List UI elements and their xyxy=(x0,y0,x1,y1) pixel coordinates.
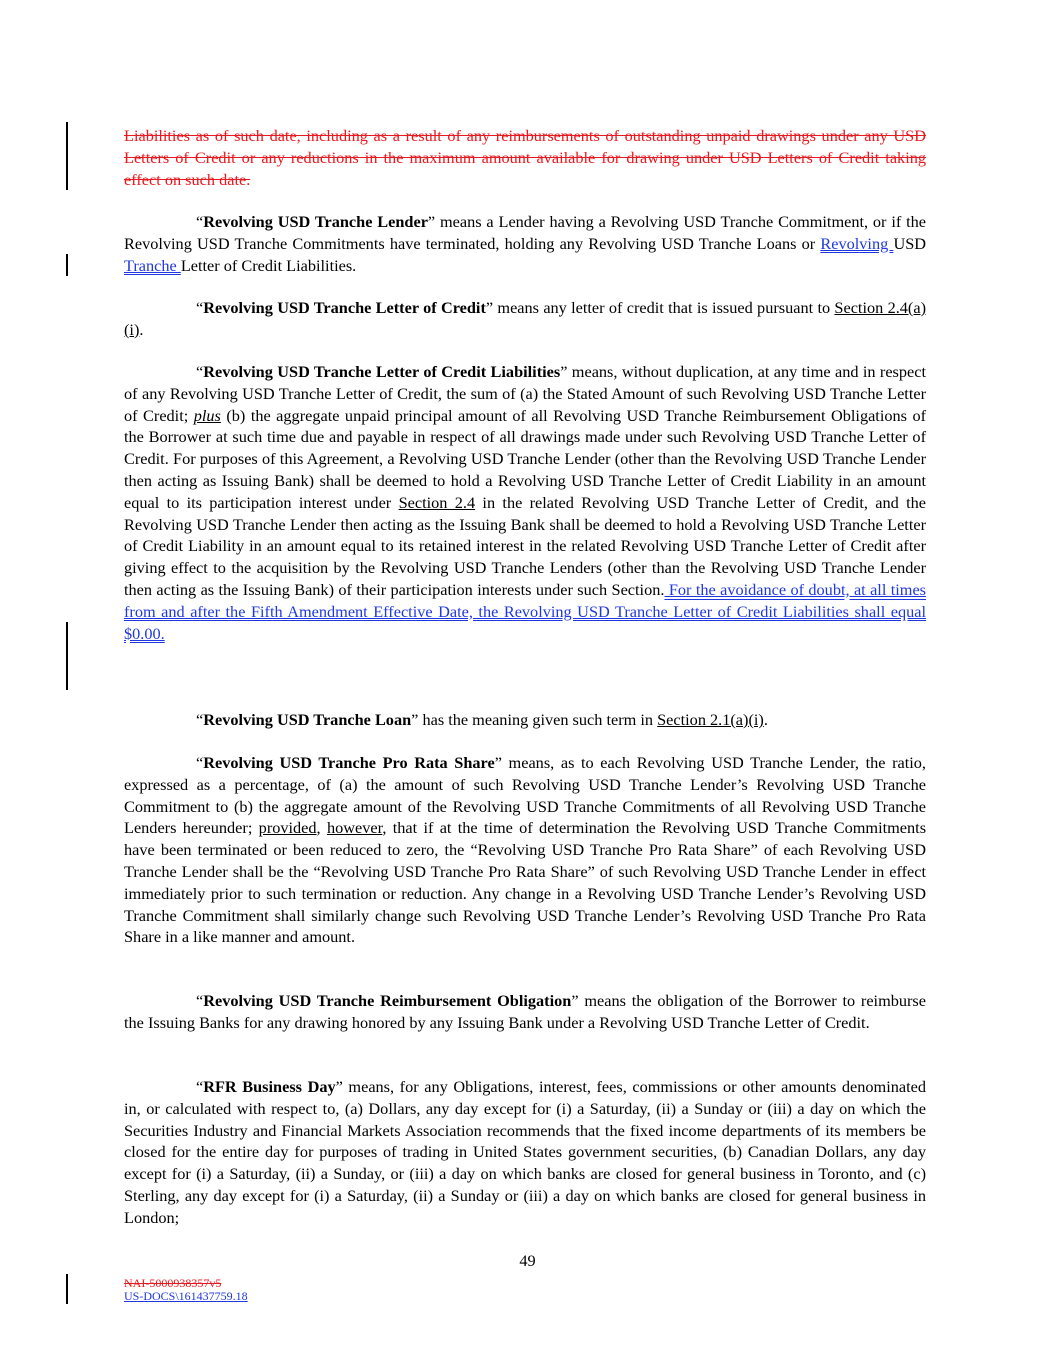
definition-revolving-usd-tranche-loan: “Revolving USD Tranche Loan” has the meaning given such term in Section 2.1(a)(i). xyxy=(196,710,768,729)
change-bar xyxy=(66,254,68,276)
deleted-paragraph xyxy=(124,125,926,190)
definition-rfr-business-day: “RFR Business Day” means, for any Obligations, interest, fees, commissions or other amounts denominated in, or calculated with respect to, (a) Dollars, any day except for (i) a Saturday, (ii) a Sunday or (iii) a day on which the Securities Industry and Financial Markets Association recommends that the fixed income departments of its members be closed for the entire day for purposes of trading in United States government securities, (b) Canadian Dollars, any day except for (i) a Saturday, (ii) a Sunday, or (iii) a day on which banks are closed for general business in Toronto, and (c) Sterling, any day except for (i) a Saturday, (ii) a Sunday or (iii) a day on which banks are closed for general business in London; xyxy=(124,1077,926,1227)
definition-revolving-usd-tranche-loc-liabilities: “Revolving USD Tranche Letter of Credit Liabilities” means, without duplication, at any time and in respect of any Revolving USD Tranche Letter of Credit, the sum of (a) the Stated Amount of such Revolving USD Tranche Letter of Credit; plus (b) the aggregate unpaid principal amount of all Revolving USD Tranche Reimbursement Obligations of the Borrower at such time due and payable in respect of all drawings made under such Revolving USD Tranche Letter of Credit. For purposes of this Agreement, a Revolving USD Tranche Lender (other than the Revolving USD Tranche Lender then acting as Issuing Bank) shall be deemed to hold a Revolving USD Tranche Letter of Credit Liability in an amount equal to its participation interest under Section 2.4 in the related Revolving USD Tranche Letter of Credit, and the Revolving USD Tranche Lender then acting as the Issuing Bank shall be deemed to hold a Revolving USD Tranche Letter of Credit Liability in an amount equal to its retained interest in the related Revolving USD Tranche Letter of Credit after giving effect to the acquisition by the Revolving USD Tranche Lenders (other than the Revolving USD Tranche Lender then acting as the Issuing Bank) of their participation interests under such Section. For the avoidance of doubt, at all times from and after the Fifth Amendment Effective Date, the Revolving USD Tranche Letter of Credit Liabilities shall equal $0.00. xyxy=(124,362,927,643)
section-reference: Section 2.4 xyxy=(398,492,476,512)
deleted-text: Liabilities as of such date, including as a result of any reimbursements of outstanding unpaid drawings under any USD Letters of Credit or any reductions in the maximum amount available for drawing under USD Letters of Credit taking effect on such date. xyxy=(124,126,926,189)
defined-term: Revolving USD Tranche Letter of Credit Liabilities xyxy=(203,362,561,381)
definition-revolving-usd-tranche-letter-of-credit: “Revolving USD Tranche Letter of Credit” means any letter of credit that is issued pursuant to Section 2.4(a)(i). xyxy=(124,298,926,339)
inserted-text: Revolving xyxy=(820,233,894,253)
section-reference: Section 2.1(a)(i) xyxy=(657,710,764,729)
page-number: 49 xyxy=(519,1251,536,1270)
change-bar xyxy=(66,1274,68,1304)
definition-revolving-usd-tranche-lender: “Revolving USD Tranche Lender” means a Lender having a Revolving USD Tranche Commitment, or if the Revolving USD Tranche Commitments have terminated, holding any Revolving USD Tranche Loans or Revolving USD Tranche Letter of Credit Liabilities. xyxy=(124,212,927,275)
footer-inserted-id: US-DOCS\161437759.18 xyxy=(124,1289,248,1303)
section-reference: Section 2.4(a)(i) xyxy=(124,298,926,339)
change-bar xyxy=(66,622,68,690)
defined-term: Revolving USD Tranche Reimbursement Obligation xyxy=(203,991,572,1010)
emphasis-however: however xyxy=(326,818,383,838)
change-bar xyxy=(66,122,68,190)
footer-document-id xyxy=(124,1277,248,1303)
definition-revolving-usd-tranche-pro-rata-share: “Revolving USD Tranche Pro Rata Share” means, as to each Revolving USD Tranche Lender, the ratio, expressed as a percentage, of (a) the amount of such Revolving USD Tranche Lender’s Revolving USD Tranche Commitment to (b) the aggregate amount of the Revolving USD Tranche Commitments of all Revolving USD Tranche Lenders hereunder; provided, however, that if at the time of determination the Revolving USD Tranche Commitments have been terminated or been reduced to zero, the “Revolving USD Tranche Pro Rata Share” of each Revolving USD Tranche Lender shall be the “Revolving USD Tranche Pro Rata Share” of such Revolving USD Tranche Lender in effect immediately prior to such termination or reduction. Any change in a Revolving USD Tranche Lender’s Revolving USD Tranche Commitment shall similarly change such Revolving USD Tranche Lender’s Revolving USD Tranche Pro Rata Share in a like manner and amount. xyxy=(124,753,927,947)
emphasis-provided: provided xyxy=(258,818,317,838)
definition-revolving-usd-tranche-reimbursement-obligation: “Revolving USD Tranche Reimbursement Obligation” means the obligation of the Borrower to reimburse the Issuing Banks for any drawing honored by any Issuing Bank under a Revolving USD Tranche Letter of Credit. xyxy=(124,991,926,1032)
defined-term: Revolving USD Tranche Lender xyxy=(203,212,428,231)
defined-term: Revolving USD Tranche Letter of Credit xyxy=(203,298,486,317)
defined-term: RFR Business Day xyxy=(203,1077,336,1096)
defined-term: Revolving USD Tranche Pro Rata Share xyxy=(203,753,495,772)
footer-deleted-id: NAI-5000938357v5 xyxy=(124,1276,222,1290)
defined-term: Revolving USD Tranche Loan xyxy=(203,710,412,729)
inserted-text: For the avoidance of doubt, at all times from and after the Fifth Amendment Effective Date, the Revolving USD Tranche Letter of Credit Liabilities shall equal $0.00. xyxy=(124,579,927,643)
inserted-text: Tranche xyxy=(124,255,181,275)
emphasis-plus: plus xyxy=(193,405,221,425)
